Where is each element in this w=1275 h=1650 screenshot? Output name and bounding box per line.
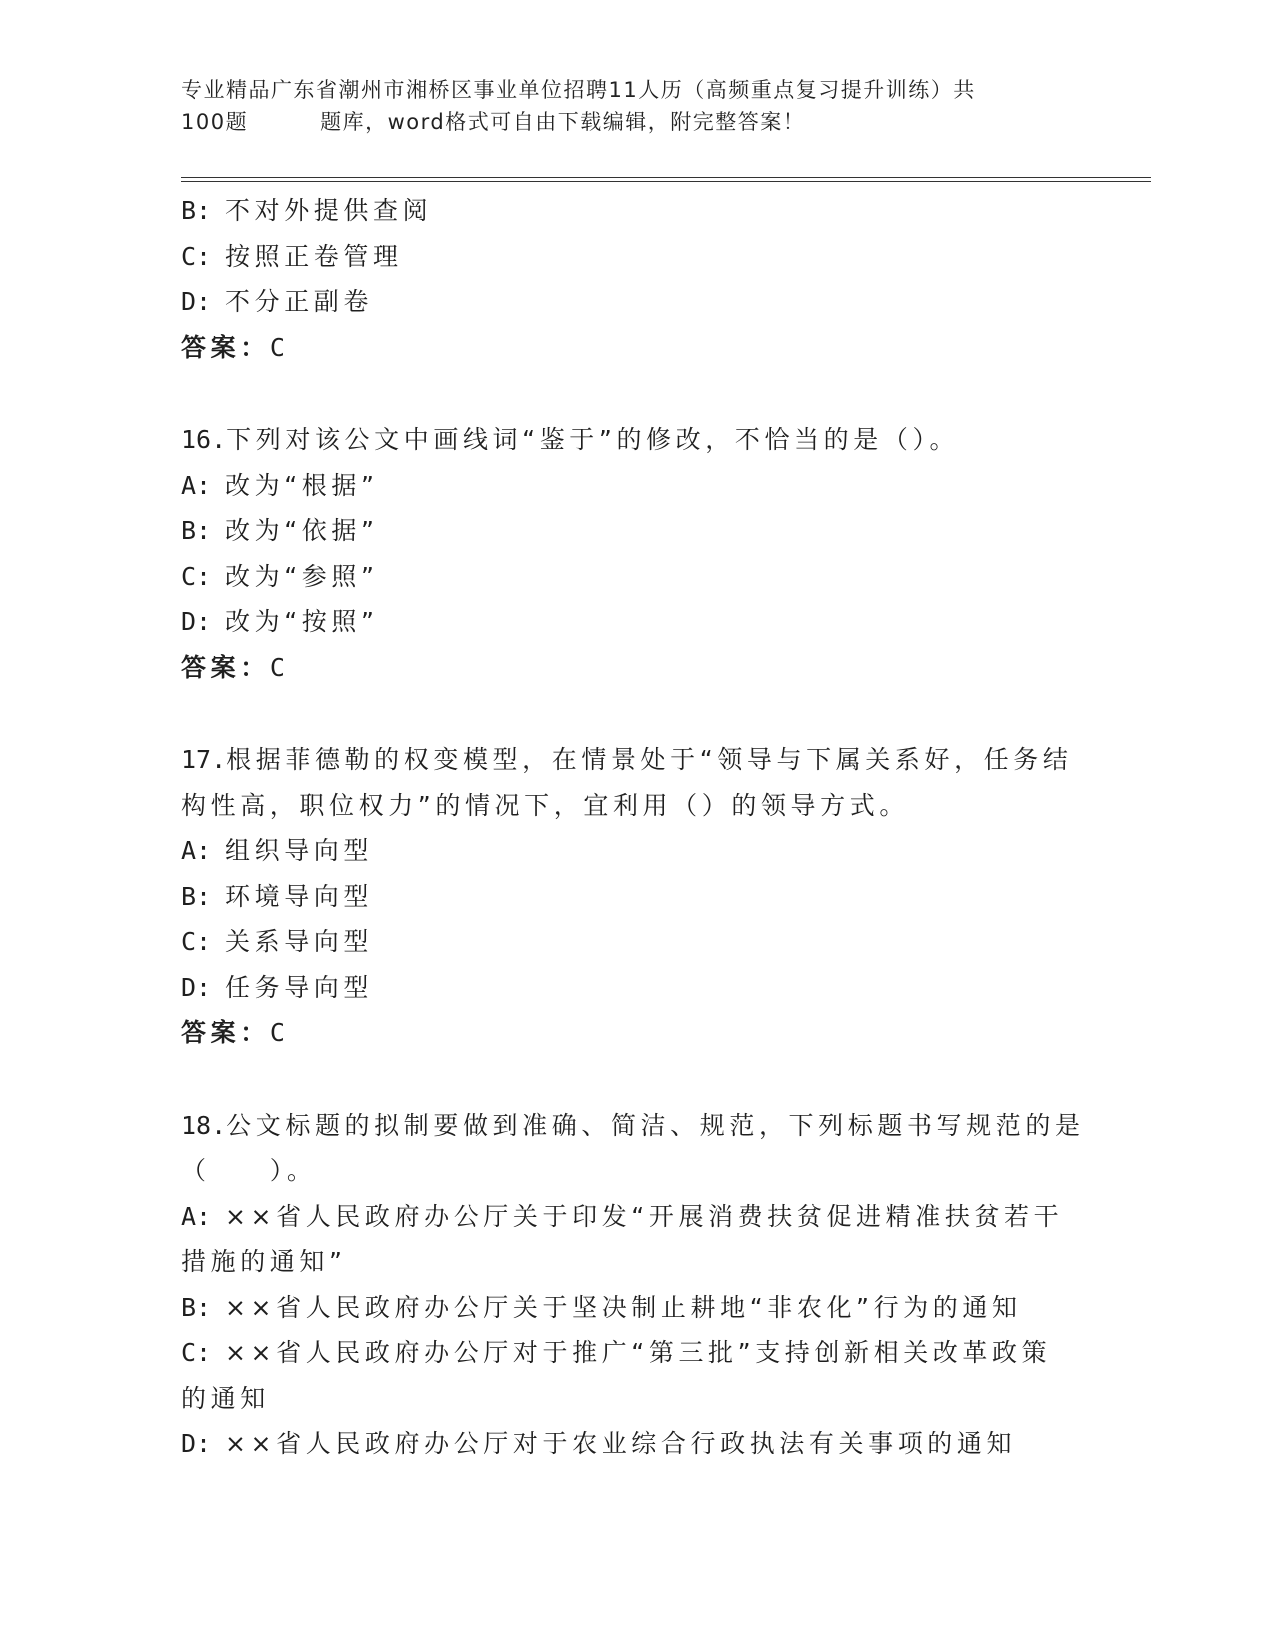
option-c: C: 关系导向型 (181, 927, 374, 956)
question-stem-continued: （ ）。 (181, 1156, 317, 1185)
option-a: A: 组织导向型 (181, 836, 374, 865)
header-line-1: 专业精品广东省潮州市湘桥区事业单位招聘11人历（高频重点复习提升训练）共 (181, 78, 976, 102)
question-stem: 17.根据菲德勒的权变模型，在情景处于“领导与下属关系好，任务结 (181, 745, 1073, 774)
option-b: B: 不对外提供查阅 (181, 196, 433, 225)
header-count: 100题 (181, 110, 249, 134)
document-header (181, 74, 1061, 138)
question-18 (181, 1103, 1085, 1467)
answer: 答案：C (181, 652, 285, 682)
header-divider-top (181, 177, 1151, 178)
question-stem-continued: 构性高，职位权力”的情况下，宜利用（）的领导方式。 (181, 790, 909, 820)
option-d: D: 不分正副卷 (181, 287, 374, 316)
prev-question (181, 188, 1081, 370)
option-c: C: 按照正卷管理 (181, 241, 403, 271)
answer: 答案：C (181, 1018, 285, 1047)
document-body (181, 188, 1085, 1467)
question-17 (181, 737, 1081, 1056)
question-stem: 16.下列对该公文中画线词“鉴于”的修改，不恰当的是（）。 (181, 425, 960, 454)
option-a-continued: 措施的通知” (181, 1247, 347, 1276)
option-b: B: ××省人民政府办公厅关于坚决制止耕地“非农化”行为的通知 (181, 1292, 1022, 1322)
header-line-2 (181, 106, 1061, 138)
answer: 答案：C (181, 332, 285, 362)
option-d: D: ××省人民政府办公厅对于农业综合行政执法有关事项的通知 (181, 1429, 1017, 1458)
option-c: C: ××省人民政府办公厅对于推广“第三批”支持创新相关改革政策 (181, 1338, 1052, 1367)
question-stem: 18.公文标题的拟制要做到准确、简洁、规范，下列标题书写规范的是 (181, 1110, 1085, 1140)
option-c: C: 改为“参照” (181, 561, 379, 591)
option-d: D: 任务导向型 (181, 972, 374, 1002)
option-a: A: ××省人民政府办公厅关于印发“开展消费扶贫促进精准扶贫若干 (181, 1201, 1064, 1231)
option-b: B: 环境导向型 (181, 881, 374, 911)
option-c-continued: 的通知 (181, 1383, 270, 1413)
option-a: A: 改为“根据” (181, 470, 379, 500)
header-description: 题库，word格式可自由下载编辑，附完整答案！ (320, 110, 806, 134)
option-d: D: 改为“按照” (181, 607, 379, 636)
header-divider-bottom (181, 181, 1151, 182)
question-16 (181, 417, 1081, 690)
option-b: B: 改为“依据” (181, 516, 379, 545)
